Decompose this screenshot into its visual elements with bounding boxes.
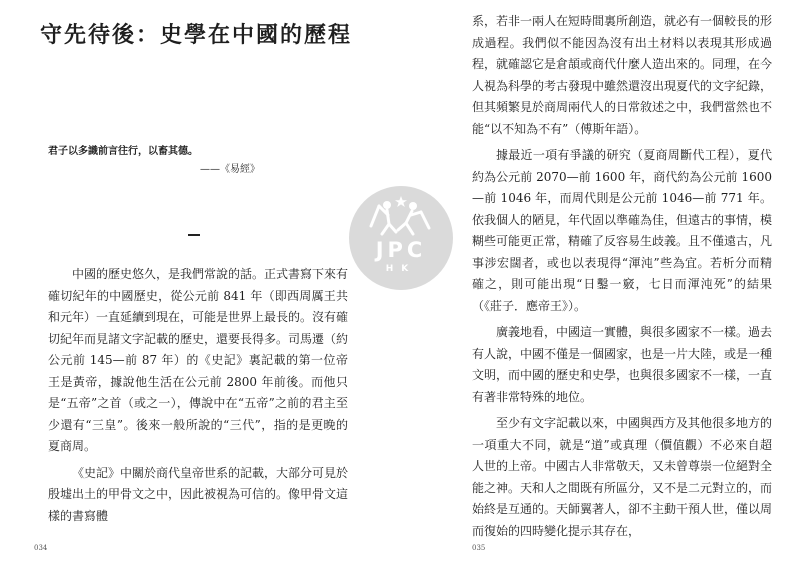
paragraph: 《史記》中關於商代皇帝世系的記載，大部分可見於殷墟出土的甲骨文之中，因此被視為可信的。像甲骨文這樣的書寫體 [48,465,349,523]
left-body-text [48,264,348,532]
page-number: 034 [34,544,48,552]
paragraph: 據最近一項有爭議的研究（夏商周斷代工程），夏代約為公元前 2070—前 1600 年，商代約為公元前 1600—前 1046 年，而周代則是公元前 1046—前 771 年。依我個人的陋見，年代固以準確為佳，但遠古的事情，模糊些可能更正常，精確了反容易生歧義。且不僅遠古，凡事涉宏闊者，或也以表現得“渾沌”些為宜。若析分而精確之，則可能出現“日鑿一竅，七日而渾沌死”的結果（《莊子．應帝王》）。 [472,148,773,313]
epigraph-source: ——《易經》 [200,164,260,175]
right-page [400,0,800,576]
right-body-text [472,11,772,547]
section-divider [188,234,200,236]
chapter-title: 守先待後：史學在中國的歷程 [40,22,353,48]
epigraph-quote: 君子以多識前言往行，以畜其德。 [48,146,198,157]
paragraph: 中國的歷史悠久，是我們常說的話。正式書寫下來有確切紀年的中國歷史，從公元前 841 年（即西周厲王共和元年）一直延續到現在，可能是世界上最長的。沒有確切紀年而見諸文字記載的歷史，還要長得多。司馬遷（約公元前 145—前 87 年）的《史記》裏記載的第一位帝王是黃帝，據說他生活在公元前 2800 年前後。而他只是“五帝”之首（或之一），傳說中在“五帝”之前的君主至少還有“三皇”。後來一般所說的“三代”，指的是更晚的夏商周。 [48,267,349,453]
paragraph: 至少有文字記載以來，中國與西方及其他很多地方的一項重大不同，就是“道”或真理（價值觀）不必來自超人世的上帝。中國古人非常敬天，又未曾尊崇一位絕對全能之神。天和人之間既有所區分，又不是二元對立的，而始終是互通的。天師翼著人，卻不主動干預人世，僅以周而復始的四時變化提示其存在， [472,416,773,538]
watermark-sub-text: HK [385,264,417,274]
watermark-main-text: JPC [375,238,427,262]
page-number: 035 [472,544,486,552]
paragraph: 廣義地看，中國這一實體，與很多國家不一樣。過去有人說，中國不僅是一個國家，也是一片大陸，或是一種文明，而中國的歷史和史學，也與很多國家不一樣，一直有著非常特殊的地位。 [472,325,773,404]
paragraph: 系，若非一兩人在短時間裏所創造，就必有一個較長的形成過程。我們似不能因為沒有出土材料以表現其形成過程，就確認它是倉頡或商代什麼人造出來的。同理，在今人視為科學的考古發現中雖然還沒出現夏代的文字紀錄，但其頻繁見於商周兩代人的日常敘述之中，我們當然也不能“以不知為不有”（傅斯年語）。 [472,14,773,136]
jpc-watermark-logo [349,186,453,290]
